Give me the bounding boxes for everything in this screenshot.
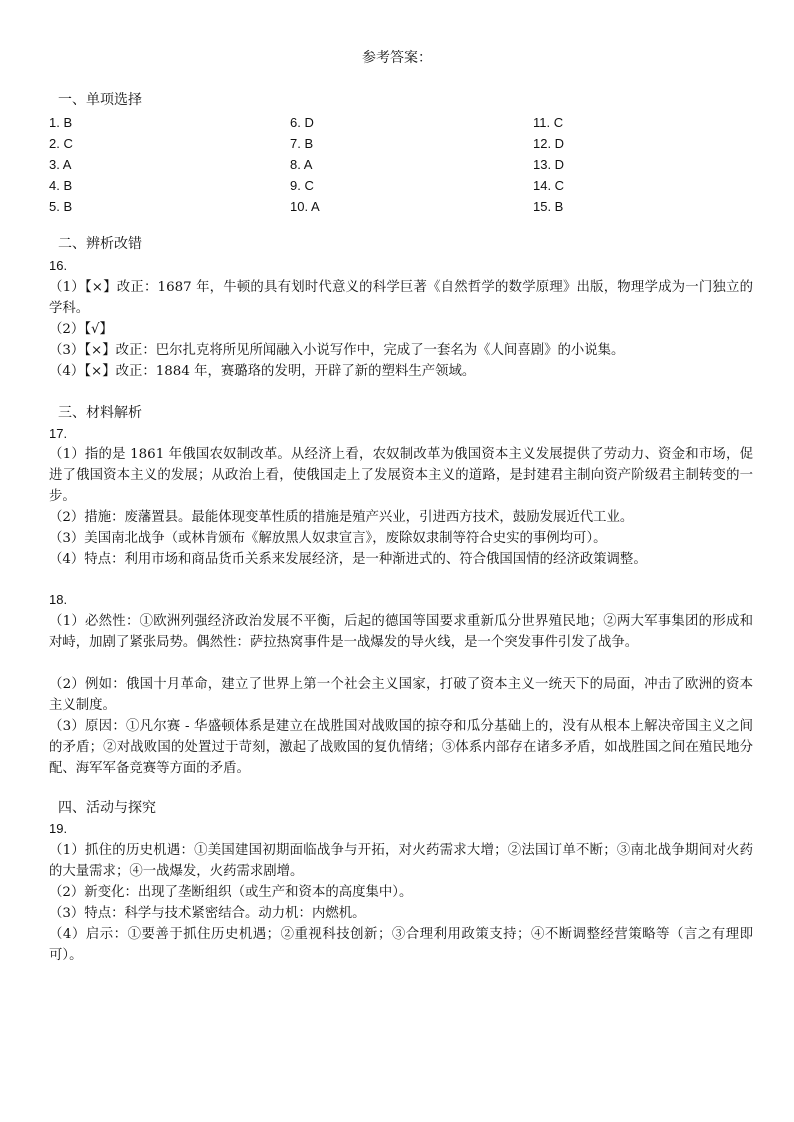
answer-paragraph: （4）启示：①要善于抓住历史机遇；②重视科技创新；③合理利用政策支持；④不断调整经营策略等（言之有理即可）。 [49, 927, 753, 963]
answer-row [49, 112, 649, 133]
answer-cell: 15. B [533, 199, 564, 214]
page-title: 参考答案： [362, 50, 432, 66]
answer-cell: 9. C [290, 178, 314, 193]
answer-paragraph: （1）抓住的历史机遇：①美国建国初期面临战争与开拓，对火药需求大增；②法国订单不断；③南北战争期间对火药的大量需求；④一战爆发，火药需求剧增。 [49, 843, 753, 879]
answer-cell: 10. A [290, 199, 320, 214]
answer-cell: 1. B [49, 115, 73, 130]
question-number: 17. [49, 426, 68, 441]
answer-cell: 4. B [49, 178, 73, 193]
section-heading-single-choice: 一、单项选择 [58, 92, 142, 108]
answer-row [49, 196, 649, 217]
question-number: 18. [49, 592, 68, 607]
answer-row [49, 154, 649, 175]
answer-cell: 8. A [290, 157, 313, 172]
answer-paragraph: （1）必然性：①欧洲列强经济政治发展不平衡，后起的德国等国要求重新瓜分世界殖民地；②两大军事集团的形成和对峙，加剧了紧张局势。偶然性：萨拉热窝事件是一战爆发的导火线，是一个突发事件引发了战争。 [49, 614, 753, 650]
choice-answer-grid [49, 112, 649, 217]
answer-cell: 3. A [49, 157, 72, 172]
answer-cell: 12. D [533, 136, 565, 151]
answer-cell: 11. C [533, 115, 564, 130]
answer-paragraph: （3）【×】改正：巴尔扎克将所见所闻融入小说写作中，完成了一套名为《人间喜剧》的小说集。 [49, 343, 625, 358]
answer-row [49, 175, 649, 196]
answer-paragraph: （2）【√】 [49, 322, 113, 337]
answer-paragraph: （1）指的是 1861 年俄国农奴制改革。从经济上看，农奴制改革为俄国资本主义发展提供了劳动力、资金和市场，促进了俄国资本主义的发展；从政治上看，使俄国走上了发展资本主义的道路，是封建君主制向资产阶级君主制转变的一步。 [49, 447, 753, 504]
section-heading-activity: 四、活动与探究 [58, 800, 156, 816]
answer-paragraph: （2）例如：俄国十月革命，建立了世界上第一个社会主义国家，打破了资本主义一统天下的局面，冲击了欧洲的资本主义制度。 [49, 677, 753, 713]
answer-paragraph: （2）新变化：出现了垄断组织（或生产和资本的高度集中）。 [49, 885, 413, 900]
answer-paragraph: （4）特点：利用市场和商品货币关系来发展经济，是一种渐进式的、符合俄国国情的经济政策调整。 [49, 552, 647, 567]
answer-paragraph: （2）措施：废藩置县。最能体现变革性质的措施是殖产兴业，引进西方技术，鼓励发展近代工业。 [49, 510, 634, 525]
answer-cell: 6. D [290, 115, 314, 130]
answer-cell: 7. B [290, 136, 314, 151]
answer-cell: 2. C [49, 136, 73, 151]
answer-paragraph: （3）美国南北战争（或林肯颁布《解放黑人奴隶宣言》，废除奴隶制等符合史实的事例均可）。 [49, 531, 607, 546]
answer-cell: 14. C [533, 178, 565, 193]
answer-row [49, 133, 649, 154]
answer-paragraph: （3）原因：①凡尔赛 - 华盛顿体系是建立在战胜国对战败国的掠夺和瓜分基础上的，没有从根本上解决帝国主义之间的矛盾；②对战败国的处置过于苛刻，激起了战败国的复仇情绪；③体系内部存在诸多矛盾，如战胜国之间在殖民地分配、海军军备竞赛等方面的矛盾。 [49, 719, 753, 776]
answer-paragraph: （1）【×】改正：1687 年，牛顿的具有划时代意义的科学巨著《自然哲学的数学原理》出版，物理学成为一门独立的学科。 [49, 280, 753, 316]
answer-cell: 13. D [533, 157, 565, 172]
question-number: 16. [49, 258, 68, 273]
answer-paragraph: （4）【×】改正：1884 年，赛璐珞的发明，开辟了新的塑料生产领域。 [49, 364, 476, 379]
section-heading-material-analysis: 三、材料解析 [58, 405, 142, 421]
answer-cell: 5. B [49, 199, 73, 214]
question-number: 19. [49, 821, 68, 836]
section-heading-correction: 二、辨析改错 [58, 236, 142, 252]
answer-paragraph: （3）特点：科学与技术紧密结合。动力机：内燃机。 [49, 906, 366, 921]
